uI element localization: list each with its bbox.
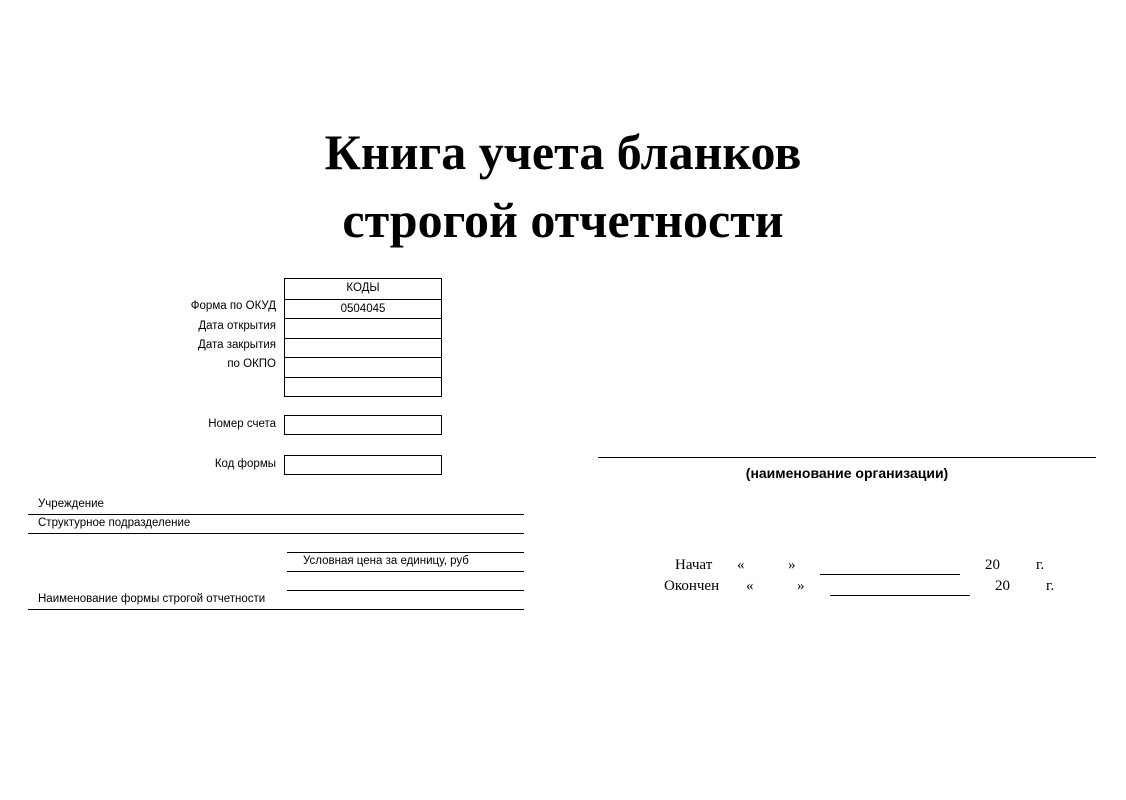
close-date-field[interactable] xyxy=(285,338,441,358)
page-title xyxy=(0,118,1126,254)
institution-line[interactable] xyxy=(28,514,524,515)
unit-price-label: Условная цена за единицу, руб xyxy=(303,555,469,567)
institution-label: Учреждение xyxy=(38,498,104,510)
extra-code-field[interactable] xyxy=(285,377,441,397)
department-label: Структурное подразделение xyxy=(38,517,191,529)
department-line[interactable] xyxy=(28,533,524,534)
open-date-field[interactable] xyxy=(285,318,441,338)
form-name-top-line xyxy=(287,590,524,591)
started-year-prefix: 20 xyxy=(985,557,1000,573)
account-number-label: Номер счета xyxy=(208,418,276,430)
ended-year-suffix: г. xyxy=(1046,578,1055,594)
ended-label: Окончен xyxy=(664,578,720,594)
title-line-1: Книга учета бланков xyxy=(324,124,802,180)
okud-code-field[interactable]: 0504045 xyxy=(285,299,441,319)
open-date-label: Дата открытия xyxy=(198,320,276,332)
codes-table xyxy=(284,278,442,397)
account-number-field[interactable] xyxy=(284,415,442,435)
ended-quote-open: « xyxy=(746,578,754,594)
started-quote-open: « xyxy=(737,557,745,573)
close-date-label: Дата закрытия xyxy=(198,339,276,351)
ended-month-line[interactable] xyxy=(830,595,970,596)
okpo-label: по ОКПО xyxy=(227,358,276,370)
organization-line[interactable] xyxy=(598,457,1096,458)
ended-quote-close: » xyxy=(797,578,805,594)
started-month-line[interactable] xyxy=(820,574,960,575)
okpo-field[interactable] xyxy=(285,357,441,377)
started-quote-close: » xyxy=(788,557,796,573)
unit-price-top-line xyxy=(287,552,524,553)
form-code-label: Код формы xyxy=(214,458,276,470)
codes-header: КОДЫ xyxy=(346,282,380,294)
form-code-field[interactable] xyxy=(284,455,442,475)
started-label: Начат xyxy=(675,557,713,573)
started-year-suffix: г. xyxy=(1036,557,1045,573)
okud-label: Форма по ОКУД xyxy=(190,300,276,312)
form-name-label: Наименование формы строгой отчетности xyxy=(38,593,266,605)
unit-price-line[interactable] xyxy=(287,571,524,572)
ended-year-prefix: 20 xyxy=(995,578,1010,594)
title-line-2: строгой отчетности xyxy=(342,192,784,248)
form-name-line[interactable] xyxy=(28,609,524,610)
organization-caption: (наименование организации) xyxy=(745,465,949,481)
